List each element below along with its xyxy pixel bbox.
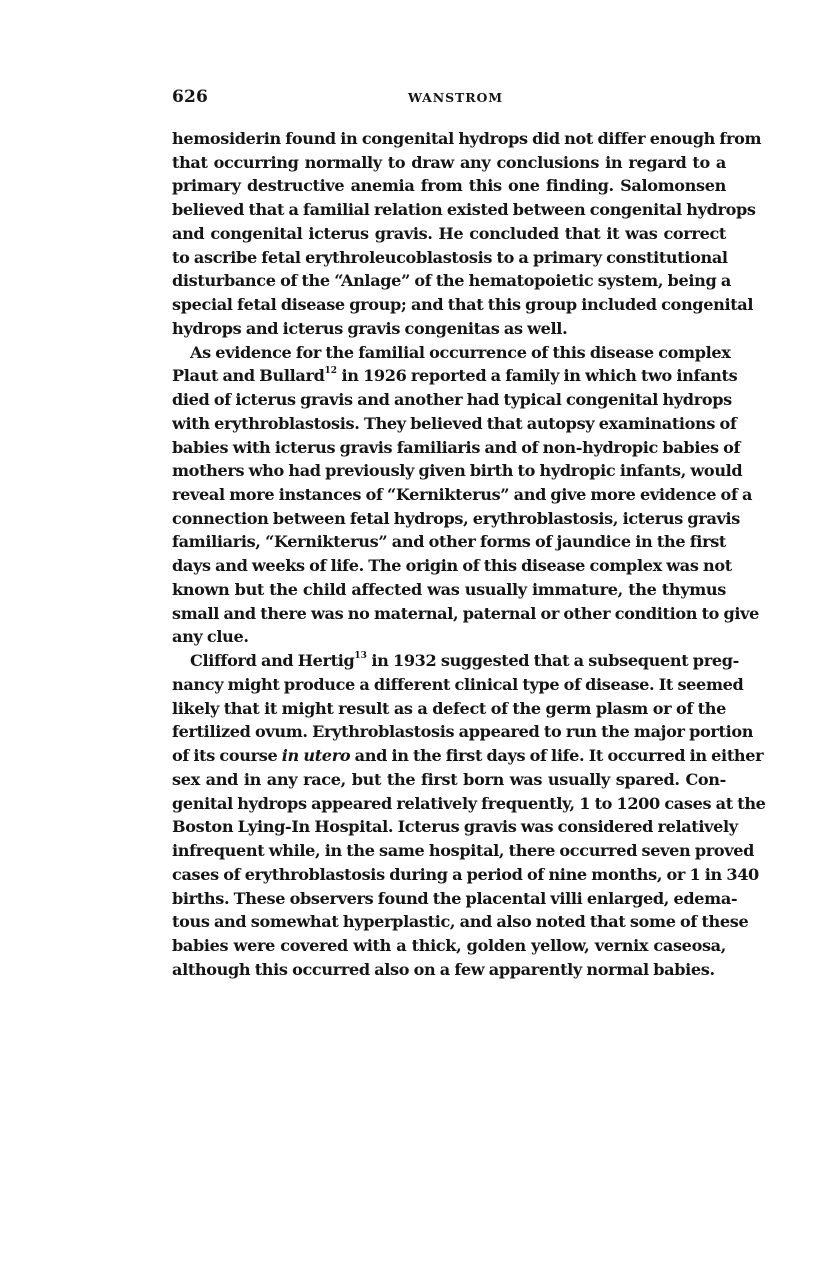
text-line: that occurring normally to draw any conclusions in regard to a: [172, 152, 726, 172]
text-line: tous and somewhat hyperplastic, and also noted that some of these: [172, 912, 749, 932]
text-after-italic: and in the first days of life. It occurred in either: [350, 746, 764, 766]
text-line: days and weeks of life. The origin of this disease complex was not: [172, 556, 732, 576]
text-line: any clue.: [172, 627, 249, 647]
citation-text-after: in 1932 suggested that a subsequent preg-: [366, 651, 739, 671]
text-before-italic: of its course: [172, 746, 282, 766]
text-line: to ascribe fetal erythroleucoblastosis to a primary constitutional: [172, 247, 728, 267]
text-line: reveal more instances of “Kernikterus” and give more evidence of a: [172, 485, 753, 505]
citation-text: Clifford and Hertig: [190, 651, 355, 671]
text-line: hemosiderin found in congenital hydrops did not differ enough from: [172, 129, 762, 148]
text-line: disturbance of the “Anlage” of the hematopoietic system, being a: [172, 271, 731, 291]
text-line: although this occurred also on a few apparently normal babies.: [172, 959, 715, 979]
text-line: babies with icterus gravis familiaris and of non-hydropic babies of: [172, 437, 741, 457]
text-line: and congenital icterus gravis. He concluded that it was correct: [172, 223, 726, 243]
page-number: 626: [172, 87, 209, 107]
text-line: [172, 649, 739, 673]
text-line: fertilized ovum. Erythroblastosis appeared to run the major portion: [172, 722, 754, 742]
text-line: genital hydrops appeared relatively frequently, 1 to 1200 cases at the: [172, 793, 766, 813]
citation-text-after: in 1926 reported a family in which two infants: [337, 366, 738, 386]
text-line: familiaris, “Kernikterus” and other forms of jaundice in the first: [172, 532, 726, 552]
text-line: sex and in any race, but the first born was usually spared. Con-: [172, 769, 726, 789]
text-line: nancy might produce a different clinical type of disease. It seemed: [172, 674, 744, 694]
text-line: cases of erythroblastosis during a period of nine months, or 1 in 340: [172, 864, 759, 884]
text-line: special fetal disease group; and that this group included congenital: [172, 295, 754, 315]
body-text: [172, 127, 766, 981]
running-head: WANSTROM: [408, 90, 504, 105]
text-line: connection between fetal hydrops, erythroblastosis, icterus gravis: [172, 508, 741, 528]
citation-superscript: 12: [324, 365, 338, 376]
paragraph-1: [172, 127, 762, 341]
paragraph-2: [172, 341, 760, 650]
text-line: [172, 744, 764, 768]
text-line: known but the child affected was usually immature, the thymus: [172, 579, 726, 599]
italic-phrase: in utero: [281, 746, 351, 766]
text-line: babies were covered with a thick, golden yellow, vernix caseosa,: [172, 935, 726, 955]
text-line: with erythroblastosis. They believed that autopsy examinations of: [172, 413, 737, 433]
text-line: Boston Lying-In Hospital. Icterus gravis was considered relatively: [172, 817, 738, 837]
citation-superscript: 13: [354, 650, 367, 661]
text-line: infrequent while, in the same hospital, there occurred seven proved: [172, 841, 755, 861]
citation-text: Plaut and Bullard: [172, 366, 325, 386]
text-line: As evidence for the familial occurrence of this disease complex: [190, 342, 731, 362]
text-line: primary destructive anemia from this one finding. Salomonsen: [172, 176, 726, 196]
text-line: hydrops and icterus gravis congenitas as well.: [172, 318, 568, 338]
text-line: believed that a familial relation existed between congenital hydrops: [172, 200, 756, 220]
page-header: [172, 87, 726, 109]
paragraph-3: [172, 649, 766, 981]
text-line: died of icterus gravis and another had typical congenital hydrops: [172, 390, 732, 410]
text-line: [172, 364, 738, 388]
text-line: mothers who had previously given birth to hydropic infants, would: [172, 461, 743, 481]
text-line: small and there was no maternal, paternal or other condition to give: [172, 603, 760, 623]
text-line: likely that it might result as a defect of the germ plasm or of the: [172, 698, 726, 718]
text-line: births. These observers found the placental villi enlarged, edema-: [172, 888, 738, 908]
